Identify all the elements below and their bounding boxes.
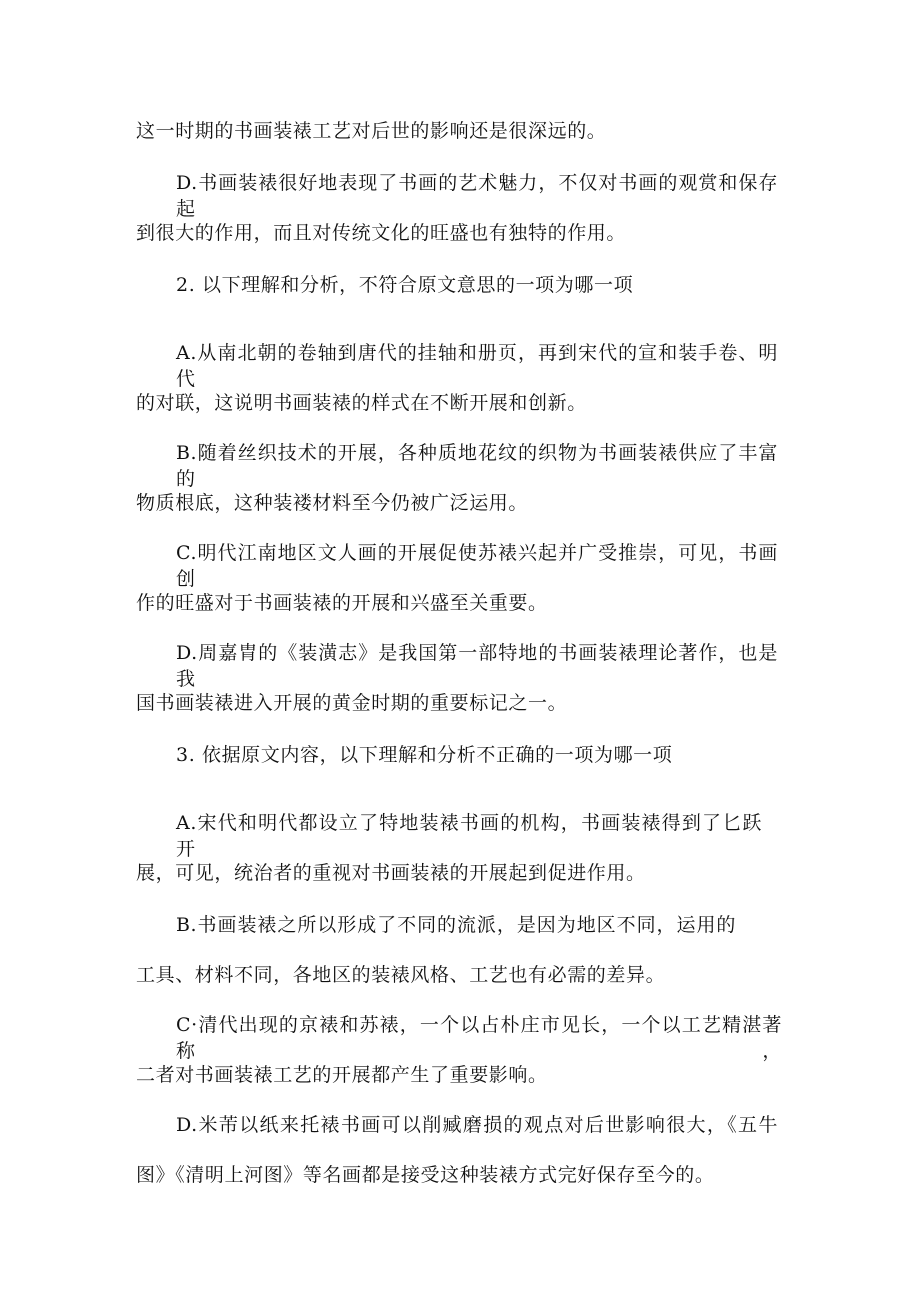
- q2-option-c-line-2: 作的旺盛对于书画装裱的开展和兴盛至关重要。: [136, 592, 548, 614]
- q3-option-a-line-2: 展，可见，统治者的重视对书画装裱的开展起到促进作用。: [136, 862, 646, 884]
- q3-option-d-line-2: 图》《清明上河图》等名画都是接受这种装裱方式完好保存至今的。: [136, 1164, 715, 1186]
- q2-option-d-line-2: 国书画装裱进入开展的黄金时期的重要标记之一。: [136, 692, 568, 714]
- q2-option-a-line-1: A.从南北朝的卷轴到唐代的挂轴和册页，再到宋代的宣和装手卷、明代: [176, 342, 778, 390]
- paragraph-line: 这一时期的书画装裱工艺对后世的影响还是很深远的。: [136, 120, 607, 142]
- q2-option-c-line-1: C.明代江南地区文人画的开展促使苏裱兴起并广受推崇，可见，书画创: [176, 542, 778, 590]
- q3-option-c-line-1: C·清代出现的京裱和苏裱，一个以占朴庄市见长，一个以工艺精湛著称，: [176, 1014, 782, 1062]
- q3-option-a-line-1: A.宋代和明代都设立了特地装裱书画的机构，书画装裱得到了匕跃开: [176, 812, 762, 860]
- q2-option-d-line-1: D.周嘉胄的《装潢志》是我国第一部特地的书画装裱理论著作，也是我: [176, 642, 778, 690]
- q3-option-d-line-1: D.米芾以纸来托裱书画可以削臧磨损的观点对后世影响很大，《五牛: [176, 1114, 778, 1136]
- q2-option-b-line-1: B.随着丝织技术的开展，各种质地花纹的织物为书画装裱供应了丰富的: [176, 442, 778, 490]
- q2-option-a-line-2: 的对联，这说明书画装裱的样式在不断开展和创新。: [136, 392, 587, 414]
- q3-option-c-line-2: 二者对书画装裱工艺的开展都产生了重要影响。: [136, 1064, 548, 1086]
- q3-option-b-line-2: 工具、材料不同，各地区的装裱风格、工艺也有必需的差异。: [136, 964, 666, 986]
- question-3-heading: 3. 依据原文内容，以下理解和分析不正确的一项为哪一项: [176, 744, 673, 766]
- question-2-heading: 2. 以下理解和分析，不符合原文意思的一项为哪一项: [176, 274, 634, 296]
- option-d-line-2: 到很大的作用，而且对传统文化的旺盛也有独特的作用。: [136, 222, 627, 244]
- option-d-line-1: D.书画装裱很好地表现了书画的艺术魅力，不仅对书画的观赏和保存起: [176, 172, 778, 220]
- q2-option-b-line-2: 物质根底，这种装褛材料至今仍被广泛运用。: [136, 492, 529, 514]
- q3-option-b-line-1: B.书画装裱之所以形成了不同的流派，是因为地区不同，运用的: [176, 914, 736, 936]
